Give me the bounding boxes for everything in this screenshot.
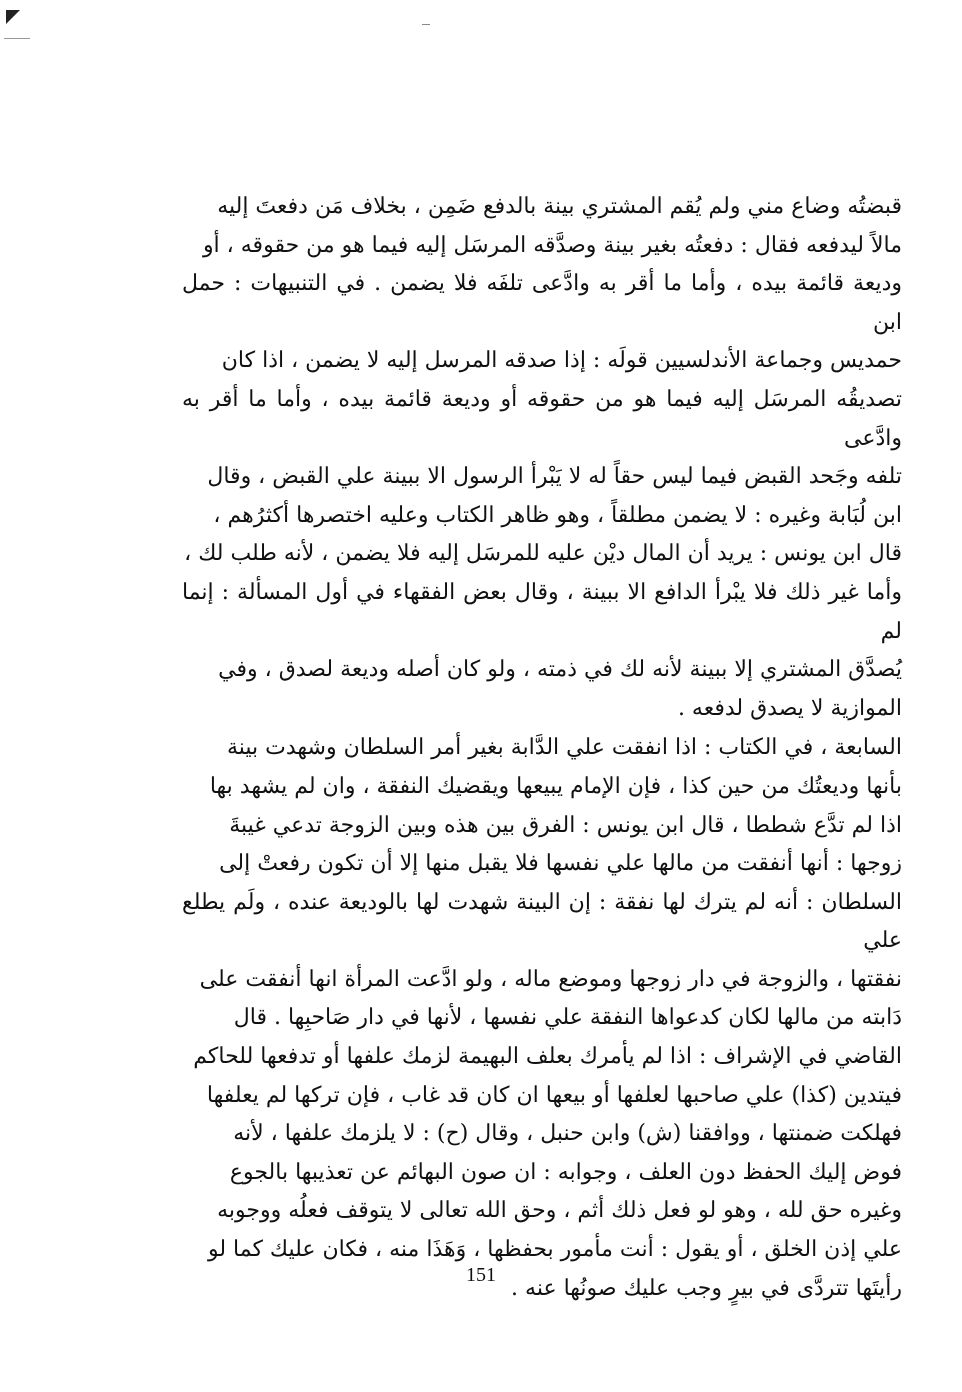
corner-rule-line xyxy=(4,38,30,39)
corner-crop-mark xyxy=(6,10,20,24)
page-number: 151 xyxy=(466,1264,496,1286)
top-mark xyxy=(422,24,430,25)
paragraph-2: السابعة ، في الكتاب : اذا انفقت علي الدَّابة بغير أمر السلطان وشهدت بينة بأنها وديعتُك من حين كذا ، فإن الإمام يبيعها ويقضيك النفقة ، وان لم يشهد بها اذا لم تدَّع شططا ، قال ابن يونس : الفرق بين هذه وبين الزوجة تدعي غيبةَ زوجها : أنها أنفقت من مالها علي نفسها فلا يقبل منها إلا أن تكون رفعتْ إلى السلطان : أنه لم يترك لها نفقة : إن البينة شهدت لها بالوديعة عنده ، ولَم يطلع علي نفقتها ، والزوجة في دار زوجها وموضع ماله ، ولو ادَّعت المرأة انها أنفقت على دَابته من مالها لكان كدعواها النفقة علي نفسها ، لأنها في دار صَاحبِها . قال القاضي في الإشراف : اذا لم يأمرك بعلف البهيمة لزمك علفها أو تدفعها للحاكم فيتدين (كذا) علي صاحبها لعلفها أو بيعها ان كان قد غاب ، فإن تركها لم يعلفها فهلكت ضمنتها ، ووافقنا (ش) وابن حنبل ، وقال (ح) : لا يلزمك علفها ، لأنه فوض إليك الحفظ دون العلف ، وجوابه : ان صون البهائم عن تعذيبها بالجوع وغيره حق لله ، وهو لو فعل ذلك أثم ، وحق الله تعالى لا يتوقف فعلُه ووجوبه علي إذن الخلق ، أو يقول : أنت مأمور بحفظها ، وَهَذَا منه ، فكان عليك كما لو رأيتَها تتردَّى في بيرٍ وجب عليك صونُها عنه . xyxy=(182,735,902,1301)
main-text-block xyxy=(182,188,902,1308)
paragraph-1: قبضتُه وضاع مني ولم يُقم المشتري بينة بالدفع ضَمِن ، بخلاف مَن دفعتَ إليه مالاً ليدفعه فقال : دفعتُه بغير بينة وصدَّقه المرسَل إليه فيما هو من حقوقه ، أو وديعة قائمة بيده ، وأما ما أقر به وادَّعى تلفَه فلا يضمن . في التنبيهات : حمل ابن حمديس وجماعة الأندلسيين قولَه : إذا صدقه المرسل إليه لا يضمن ، اذا كان تصديقُه المرسَل إليه فيما هو من حقوقه أو وديعة قائمة بيده ، وأما ما أقر به وادَّعى تلفه وجَحد القبض فيما ليس حقاً له لا يَبْرأ الرسول الا ببينة علي القبض ، وقال ابن لُبَابة وغيره : لا يضمن مطلقاً ، وهو ظاهر الكتاب وعليه اختصرها أكثرُهم ، قال ابن يونس : يريد أن المال ديْن عليه للمرسَل إليه فلا يضمن ، لأنه طلب لك ، وأما غير ذلك فلا يبْرأ الدافع الا ببينة ، وقال بعض الفقهاء في أول المسألة : إنما لم يُصدَّق المشتري إلا ببينة لأنه لك في ذمته ، ولو كان أصله وديعة لصدق ، وفي الموازية لا يصدق لدفعه . xyxy=(182,194,902,721)
